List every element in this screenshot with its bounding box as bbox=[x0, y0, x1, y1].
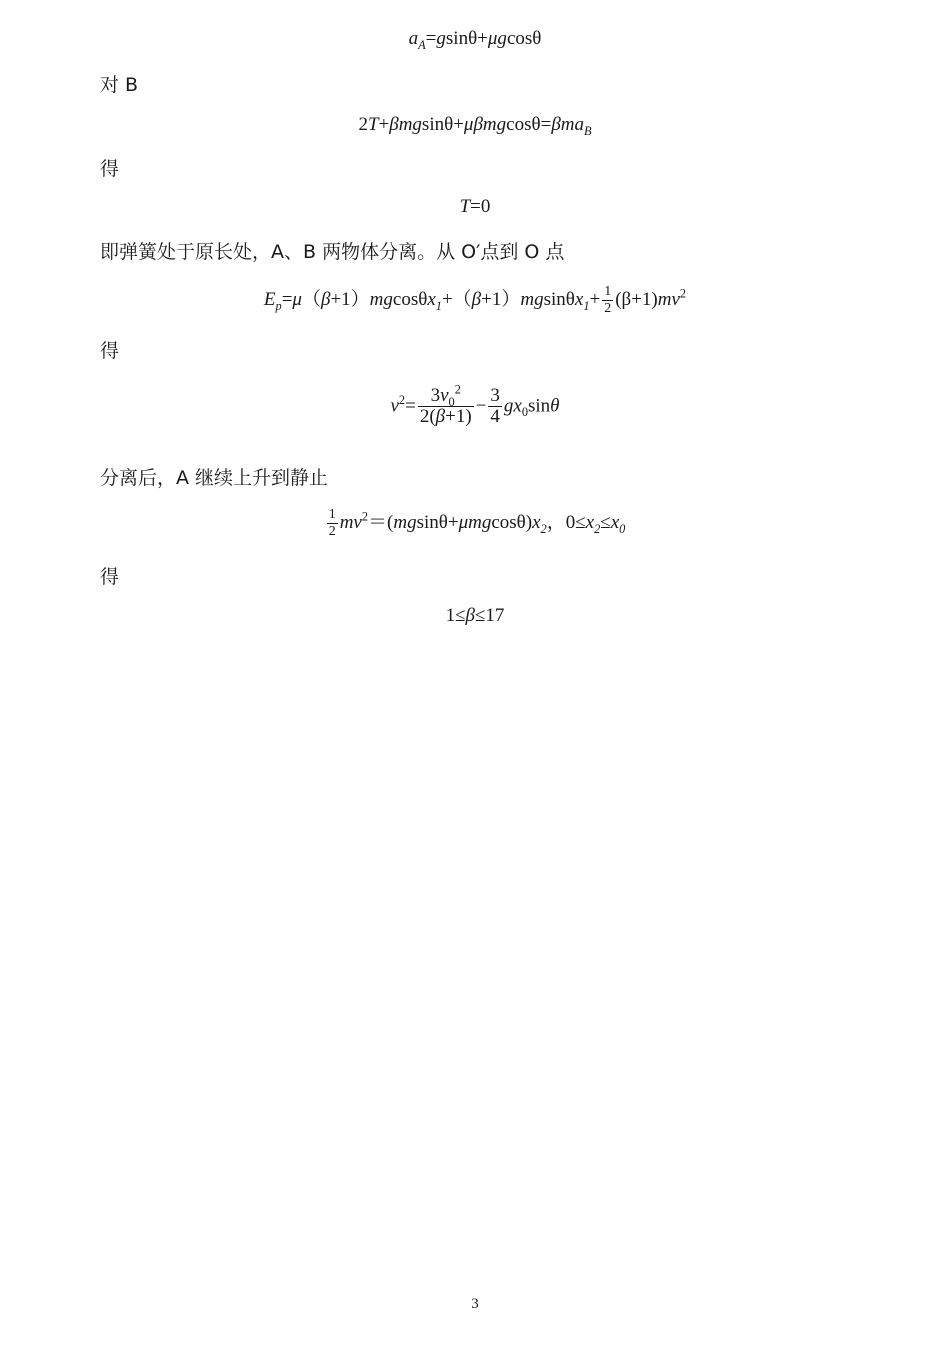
equation-force-b: 2T+βmgsinθ+μβmgcosθ=βma$_B$ bbox=[358, 114, 592, 138]
equation-beta-range: 1≤β≤17 bbox=[445, 605, 505, 626]
text-obtain-3: 得 bbox=[100, 566, 120, 588]
equation-velocity-squared: $v^2=$ $\frac{3v_0^2}{2(\beta+1)}$ − $\frac{3}{4}$ $gx_0\sin\theta$ bbox=[390, 382, 560, 427]
text-for-b: 对 B bbox=[100, 74, 139, 96]
text-separation: 即弹簧处于原长处，A、B 两物体分离。从 O′点到 O 点 bbox=[100, 241, 565, 263]
equation-acceleration-a: $a_A=gsin\theta+\mu gcos\theta$ bbox=[408, 28, 542, 52]
equation-tension-zero: T=0 bbox=[459, 196, 491, 217]
text-obtain-1: 得 bbox=[100, 158, 120, 180]
equation-energy: $E_p=\mu(\beta+1)mgcos\theta x_1+(\beta+1)mgsin\theta x_1+$ $\frac{1}{2}$ $(\beta+1)mv^2$ bbox=[263, 284, 687, 316]
equation-rise-condition: $\frac{1}{2}$ $mv^2=(mgsin\theta+\mu mgcos\theta)x_2$，$0\le x_2\le x_0$ bbox=[328, 507, 626, 539]
text-after-separation: 分离后，A 继续上升到静止 bbox=[100, 467, 329, 489]
text-obtain-2: 得 bbox=[100, 340, 120, 362]
page-number: 3 bbox=[471, 1296, 479, 1312]
